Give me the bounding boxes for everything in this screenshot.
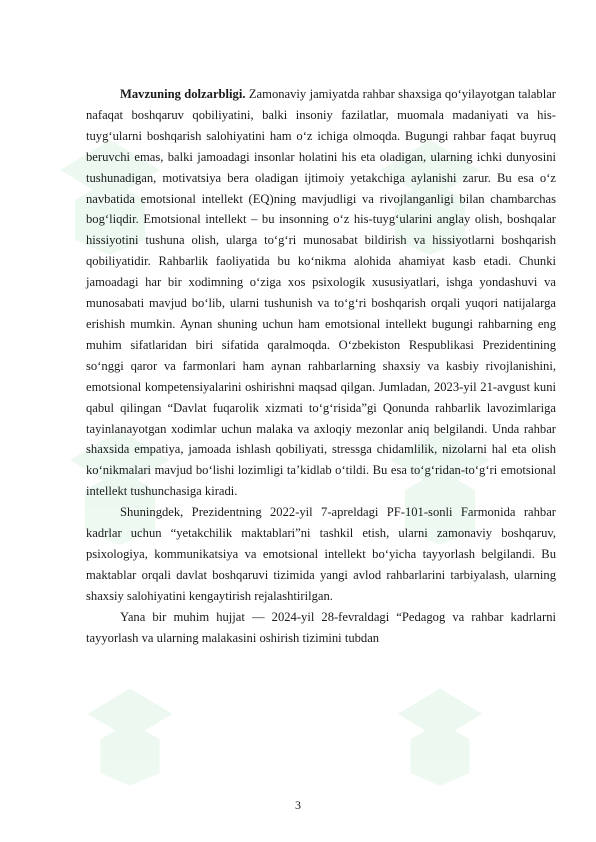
paragraph-1-text: Zamonaviy jamiyatda rahbar shaxsiga qo‘yilayotgan talablar nafaqat boshqaruv qobiliyatini, balki insoniy fazilatlar, muomala madaniyati va his-tuyg‘ularni boshqarish salohiyatini ham o‘z ichiga olmoqda. Bugungi rahbar faqat buyruq beruvchi emas, balki jamoadagi insonlar holatini his eta oladigan, ularning ichki dunyosini tushunadigan, motivatsiya bera oladigan ijtimoiy yetakchiga aylanishi zarur. Bu esa o‘z navbatida emotsional intellekt (EQ)ning mavjudligi va rivojlanganligi bilan chambarchas bog‘liqdir. Emotsional intellekt – bu insonning o‘z his-tuyg‘ularini anglay olish, boshqalar hissiyotini tushuna olish, ularga to‘g‘ri munosabat bildirish va hissiyotlarni boshqarish qobiliyatidir. Rahbarlik faoliyatida bu ko‘nikma alohida ahamiyat kasb etadi. Chunki jamoadagi har bir xodimning o‘ziga xos psixologik xususiyatlari, ishga yondashuvi va munosabati mavjud bo‘lib, ularni tushunish va to‘g‘ri boshqarish orqali yuqori natijalarga erishish mumkin. Aynan shuning uchun ham emotsional intellekt bugungi rahbarning eng muhim sifatlaridan biri sifatida qaralmoqda. O‘zbekiston Respublikasi Prezidentining so‘nggi qaror va farmonlari ham aynan rahbarlarning shaxsiy va kasbiy rivojlanishini, emotsional kompetensiyalarini oshirishni maqsad qilgan. Jumladan, 2023-yil 21-avgust kuni qabul qilingan “Davlat fuqarolik xizmati to‘g‘risida”gi Qonunda rahbarlik lavozimlariga tayinlanayotgan xodimlar uchun malaka va axloqiy mezonlar aniq belgilandi. Unda rahbar shaxsida empatiya, jamoada ishlash qobiliyati, stressga chidamlilik, nizolarni hal eta olish ko‘nikmalari mavjud bo‘lishi lozimligi ta’kidlab o‘tildi. Bu esa to‘g‘ridan-to‘g‘ri emotsional intellekt tushunchasiga kiradi. <box>86 87 557 499</box>
watermark-bottom-left <box>70 680 190 790</box>
paragraph-document: Yana bir muhim hujjat — 2024-yil 28-fevraldagi “Pedagog va rahbar kadrlarni tayyorlash va ularning malakasini oshirish tizimini tubdan <box>86 609 556 645</box>
section-heading: Mavzuning dolzarbligi. <box>120 87 246 101</box>
page-number: 3 <box>295 798 301 812</box>
watermark-bottom-right <box>380 680 500 790</box>
paragraph-relevance <box>86 84 556 502</box>
page-body <box>86 84 556 648</box>
paragraph-decree: Shuningdek, Prezidentning 2022-yil 7-apreldagi PF-101-sonli Farmonida rahbar kadrlar uchun “yetakchilik maktablari”ni tashkil etish, ularni zamonaviy boshqaruv, psixologiya, kommunikatsiya va emotsional intellekt bo‘yicha tayyorlash belgilandi. Bu maktablar orqali davlat boshqaruvi tizimida yangi avlod rahbarlarini tarbiyalash, ularning shaxsiy salohiyatini kengaytirish rejalashtirilgan. <box>86 505 556 603</box>
